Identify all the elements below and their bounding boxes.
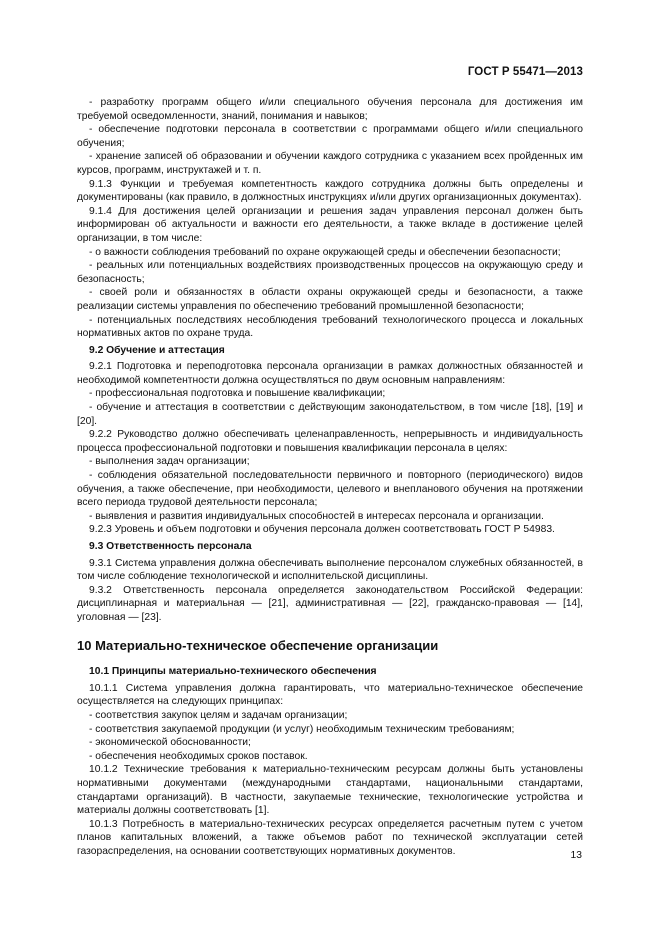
body-paragraph: - о важности соблюдения требований по охране окружающей среды и обеспечении безопасности; bbox=[89, 246, 561, 258]
body-paragraph: - потенциальных последствиях несоблюдения требований технологического процесса и локальных нормативных актов по охране труда. bbox=[77, 314, 583, 340]
body-paragraph: - профессиональная подготовка и повышение квалификации; bbox=[89, 388, 386, 400]
body-paragraph: - обучение и аттестация в соответствии с действующим законодательством, в том числе [18], [19] и [20]. bbox=[77, 402, 583, 427]
body-paragraph: - выполнения задач организации; bbox=[89, 456, 250, 468]
body-paragraph: - соблюдения обязательной последовательности первичного и повторного (периодического) видов обучения, а также обеспечение, при необходимости, целевого и внепланового обучения на протяжении всего периода трудовой деятельности персонала; bbox=[77, 470, 583, 509]
subsection-heading: 9.2 Обучение и аттестация bbox=[89, 344, 225, 356]
body-paragraph: 9.2.1 Подготовка и переподготовка персонала организации в рамках должностных обязанностей и необходимой компетентности должна осуществляться по двум основным направлениям: bbox=[77, 361, 583, 386]
subsection-heading: 10.1 Принципы материально-технического обеспечения bbox=[89, 666, 377, 678]
body-paragraph: 10.1.2 Технические требования к материально-техническим ресурсам должны быть установлены нормативными документами (международными стандартами, национальными стандартами, стандартами организаций). В частности, закупаемые технические, технологические устройства и материалы должны соответствовать [1]. bbox=[77, 764, 583, 817]
body-paragraph: - выявления и развития индивидуальных способностей в интересах персонала и организации. bbox=[89, 510, 544, 522]
body-paragraph: 9.3.2 Ответственность персонала определяется законодательством Российской Федерации: дисциплинарная и материальная — [21], административная — [22], гражданско-правовая — [14], уголовная — [23]. bbox=[77, 584, 583, 623]
body-paragraph: - хранение записей об образовании и обучении каждого сотрудника с указанием всех пройденных им курсов, программ, инструктажей и т. п. bbox=[77, 151, 583, 176]
body-paragraph: 9.1.3 Функции и требуемая компетентность каждого сотрудника должны быть определены и документированы (как правило, в должностных инструкциях и/или других организационных документах). bbox=[77, 178, 583, 204]
body-paragraph: - обеспечение подготовки персонала в соответствии с программами общего и/или специального обучения; bbox=[77, 124, 583, 149]
body-paragraph: 10.1.3 Потребность в материально-технических ресурсах определяется расчетным путем с учетом планов капитальных вложений, а также объемов работ по технической эксплуатации сетей газораспределения, на основании соответствующих нормативных документов. bbox=[77, 818, 583, 857]
body-paragraph: - обеспечения необходимых сроков поставок. bbox=[89, 750, 308, 762]
document-body bbox=[77, 96, 583, 858]
body-paragraph: 9.2.3 Уровень и объем подготовки и обучения персонала должен соответствовать ГОСТ Р 54983. bbox=[89, 524, 555, 536]
body-paragraph: - соответствия закупок целям и задачам организации; bbox=[89, 709, 348, 721]
document-header: ГОСТ Р 55471—2013 bbox=[467, 66, 583, 78]
body-paragraph: 9.2.2 Руководство должно обеспечивать целенаправленность, непрерывность и индивидуальность процесса профессиональной подготовки и повышения квалификации персонала в целях: bbox=[77, 429, 583, 454]
body-paragraph: 9.3.1 Система управления должна обеспечивать выполнение персоналом служебных обязанностей, в том числе соблюдение технологической и исполнительской дисциплины. bbox=[77, 557, 583, 583]
body-paragraph: 9.1.4 Для достижения целей организации и решения задач управления персонал должен быть информирован об актуальности и важности его деятельности, а также вкладе в достижение целей организации, в том числе: bbox=[77, 205, 583, 244]
body-paragraph: - разработку программ общего и/или специального обучения персонала для достижения им требуемой осведомленности, знаний, понимания и навыков; bbox=[77, 97, 583, 122]
body-paragraph: - своей роли и обязанностях в области охраны окружающей среды и безопасности, а также реализации системы управления по обеспечению требований промышленной безопасности; bbox=[77, 287, 583, 312]
subsection-heading: 9.3 Ответственность персонала bbox=[89, 541, 252, 552]
body-paragraph: - экономической обоснованности; bbox=[89, 737, 251, 749]
body-paragraph: - реальных или потенциальных воздействиях производственных процессов на окружающую среду и безопасность; bbox=[77, 260, 583, 285]
body-paragraph: 10.1.1 Система управления должна гарантировать, что материально-техническое обеспечение осуществляется на следующих принципах: bbox=[77, 682, 583, 708]
body-paragraph: - соответствия закупаемой продукции (и услуг) необходимым техническим требованиям; bbox=[89, 723, 515, 735]
page-number: 13 bbox=[570, 850, 582, 861]
section-heading: 10 Материально-техническое обеспечение организации bbox=[77, 637, 439, 653]
